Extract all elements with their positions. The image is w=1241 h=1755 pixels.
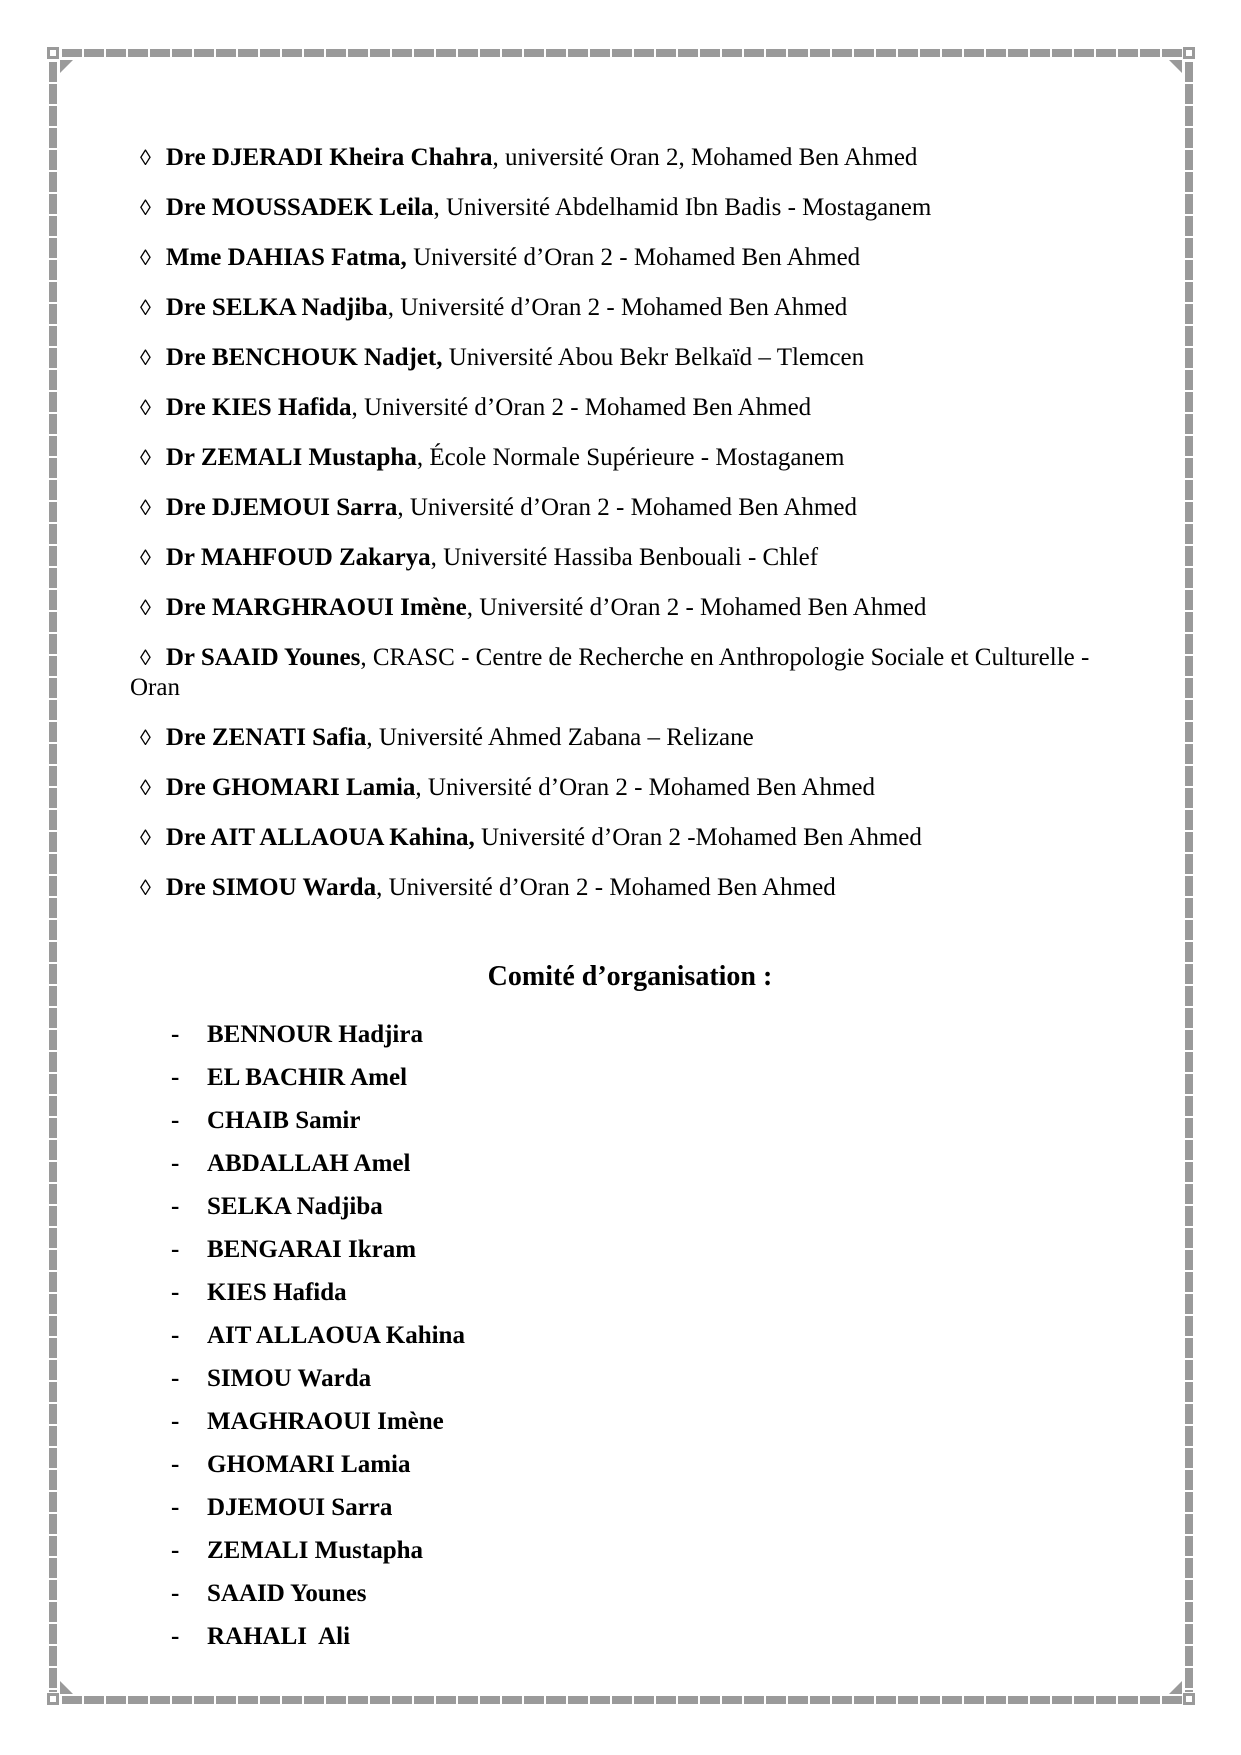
list-item bbox=[130, 1278, 1130, 1308]
member-affiliation: université Oran 2, Mohamed Ben Ahmed bbox=[505, 144, 918, 171]
list-item bbox=[130, 293, 1130, 323]
list-item bbox=[130, 1450, 1130, 1480]
diamond-bullet-icon: ◊ bbox=[140, 195, 151, 220]
dash-bullet-icon: - bbox=[171, 1623, 180, 1650]
diamond-bullet-icon: ◊ bbox=[140, 445, 151, 470]
member-affiliation: Université d’Oran 2 - Mohamed Ben Ahmed bbox=[409, 494, 857, 521]
member-affiliation: Université d’Oran 2 - Mohamed Ben Ahmed bbox=[388, 874, 836, 901]
org-member-name: BENNOUR Hadjira bbox=[207, 1021, 423, 1048]
diamond-bullet-icon: ◊ bbox=[140, 495, 151, 520]
list-item bbox=[130, 543, 1130, 573]
member-name: Dre AIT ALLAOUA Kahina, bbox=[165, 824, 475, 851]
member-affiliation: Université d’Oran 2 - Mohamed Ben Ahmed bbox=[364, 394, 812, 421]
list-item bbox=[130, 1364, 1130, 1394]
org-member-name: DJEMOUI Sarra bbox=[207, 1494, 393, 1521]
org-member-name: MAGHRAOUI Imène bbox=[207, 1408, 444, 1435]
scientific-committee-list bbox=[130, 143, 1130, 903]
list-item bbox=[130, 773, 1130, 803]
dash-bullet-icon: - bbox=[171, 1193, 180, 1220]
border-right bbox=[1185, 62, 1193, 1692]
diamond-bullet-icon: ◊ bbox=[140, 295, 151, 320]
member-separator: , bbox=[366, 724, 379, 751]
dash-bullet-icon: - bbox=[171, 1494, 180, 1521]
org-member-name: SIMOU Warda bbox=[207, 1365, 372, 1392]
diamond-bullet-icon: ◊ bbox=[140, 725, 151, 750]
dash-bullet-icon: - bbox=[171, 1107, 180, 1134]
border-corner-square-icon bbox=[1183, 1693, 1195, 1705]
diamond-bullet-icon: ◊ bbox=[140, 645, 151, 670]
member-separator: , bbox=[492, 144, 505, 171]
dash-bullet-icon: - bbox=[171, 1322, 180, 1349]
dash-bullet-icon: - bbox=[171, 1580, 180, 1607]
org-member-name: BENGARAI Ikram bbox=[207, 1236, 417, 1263]
corner-triangle-icon bbox=[1169, 1681, 1182, 1694]
list-item bbox=[130, 1063, 1130, 1093]
member-name: Dre GHOMARI Lamia bbox=[165, 774, 416, 801]
dash-bullet-icon: - bbox=[171, 1537, 180, 1564]
member-separator: , bbox=[430, 544, 444, 571]
list-item bbox=[130, 243, 1130, 273]
list-item bbox=[130, 1579, 1130, 1609]
border-corner-square-icon bbox=[1183, 47, 1195, 59]
org-member-name: RAHALI Ali bbox=[207, 1623, 351, 1650]
org-member-name: GHOMARI Lamia bbox=[207, 1451, 411, 1478]
dash-bullet-icon: - bbox=[171, 1150, 180, 1177]
member-name: Dre DJEMOUI Sarra bbox=[165, 494, 398, 521]
border-corner-square-icon bbox=[47, 47, 59, 59]
border-corner-square-icon bbox=[47, 1693, 59, 1705]
list-item bbox=[130, 1407, 1130, 1437]
member-name: Dr MAHFOUD Zakarya bbox=[165, 544, 431, 571]
member-name: Dre SIMOU Warda bbox=[165, 874, 377, 901]
border-bottom bbox=[62, 1696, 1182, 1704]
org-member-name: ZEMALI Mustapha bbox=[207, 1537, 424, 1564]
diamond-bullet-icon: ◊ bbox=[140, 875, 151, 900]
org-member-name: KIES Hafida bbox=[207, 1279, 347, 1306]
member-separator: , bbox=[397, 494, 410, 521]
list-item bbox=[130, 1493, 1130, 1523]
member-affiliation: Université Hassiba Benbouali - Chlef bbox=[443, 544, 819, 571]
list-item bbox=[130, 393, 1130, 423]
document-content bbox=[130, 143, 1130, 1665]
member-name: Dre BENCHOUK Nadjet, bbox=[165, 344, 443, 371]
member-name: Dr SAAID Younes bbox=[165, 644, 361, 671]
member-separator: , bbox=[415, 774, 428, 801]
member-name: Mme DAHIAS Fatma, bbox=[165, 244, 407, 271]
org-member-name: CHAIB Samir bbox=[207, 1107, 361, 1134]
dash-bullet-icon: - bbox=[171, 1236, 180, 1263]
diamond-bullet-icon: ◊ bbox=[140, 345, 151, 370]
dash-bullet-icon: - bbox=[171, 1451, 180, 1478]
dash-bullet-icon: - bbox=[171, 1064, 180, 1091]
member-name: Dre KIES Hafida bbox=[165, 394, 352, 421]
member-affiliation: Université d’Oran 2 - Mohamed Ben Ahmed bbox=[413, 244, 861, 271]
list-item bbox=[130, 1622, 1130, 1652]
list-item bbox=[130, 593, 1130, 623]
list-item bbox=[130, 343, 1130, 373]
org-member-name: ABDALLAH Amel bbox=[207, 1150, 411, 1177]
organization-committee-list bbox=[130, 1020, 1130, 1652]
member-name: Dre ZENATI Safia bbox=[165, 724, 367, 751]
diamond-bullet-icon: ◊ bbox=[140, 595, 151, 620]
list-item bbox=[130, 1321, 1130, 1351]
border-top bbox=[62, 49, 1182, 57]
list-item bbox=[130, 1020, 1130, 1050]
member-affiliation: Université Abou Bekr Belkaïd – Tlemcen bbox=[448, 344, 865, 371]
list-item bbox=[130, 1106, 1130, 1136]
member-separator: , bbox=[433, 194, 446, 221]
member-affiliation: CRASC - Centre de Recherche en Anthropologie Sociale et Culturelle - Oran bbox=[130, 644, 1090, 701]
dash-bullet-icon: - bbox=[171, 1279, 180, 1306]
member-separator: , bbox=[360, 644, 373, 671]
diamond-bullet-icon: ◊ bbox=[140, 395, 151, 420]
org-member-name: EL BACHIR Amel bbox=[207, 1064, 408, 1091]
org-member-name: SAAID Younes bbox=[207, 1580, 367, 1607]
member-separator: , bbox=[387, 294, 401, 321]
member-separator: , bbox=[466, 594, 480, 621]
diamond-bullet-icon: ◊ bbox=[140, 545, 151, 570]
member-name: Dre DJERADI Kheira Chahra bbox=[165, 144, 493, 171]
list-item bbox=[130, 873, 1130, 903]
list-item bbox=[130, 1149, 1130, 1179]
diamond-bullet-icon: ◊ bbox=[140, 825, 151, 850]
dash-bullet-icon: - bbox=[171, 1408, 180, 1435]
list-item bbox=[130, 1536, 1130, 1566]
list-item bbox=[130, 823, 1130, 853]
member-affiliation: École Normale Supérieure - Mostaganem bbox=[429, 444, 845, 471]
corner-triangle-icon bbox=[1169, 60, 1182, 73]
member-affiliation: Université d’Oran 2 - Mohamed Ben Ahmed bbox=[400, 294, 848, 321]
member-affiliation: Université d’Oran 2 - Mohamed Ben Ahmed bbox=[479, 594, 927, 621]
corner-triangle-icon bbox=[60, 1681, 73, 1694]
list-item bbox=[130, 493, 1130, 523]
member-name: Dr ZEMALI Mustapha bbox=[165, 444, 417, 471]
list-item bbox=[130, 443, 1130, 473]
member-name: Dre SELKA Nadjiba bbox=[165, 294, 388, 321]
member-name: Dre MARGHRAOUI Imène bbox=[165, 594, 467, 621]
list-item bbox=[130, 643, 1130, 703]
dash-bullet-icon: - bbox=[171, 1021, 180, 1048]
diamond-bullet-icon: ◊ bbox=[140, 145, 151, 170]
list-item bbox=[130, 143, 1130, 173]
member-separator: , bbox=[351, 394, 365, 421]
member-separator: , bbox=[416, 444, 430, 471]
member-affiliation: Université d’Oran 2 -Mohamed Ben Ahmed bbox=[481, 824, 922, 851]
dash-bullet-icon: - bbox=[171, 1365, 180, 1392]
border-left bbox=[49, 62, 57, 1692]
member-affiliation: Université Abdelhamid Ibn Badis - Mostaganem bbox=[445, 194, 932, 221]
member-affiliation: Université Ahmed Zabana – Relizane bbox=[378, 724, 754, 751]
member-separator: , bbox=[376, 874, 389, 901]
org-member-name: SELKA Nadjiba bbox=[207, 1193, 383, 1220]
list-item bbox=[130, 1235, 1130, 1265]
list-item bbox=[130, 723, 1130, 753]
diamond-bullet-icon: ◊ bbox=[140, 775, 151, 800]
corner-triangle-icon bbox=[60, 60, 73, 73]
list-item bbox=[130, 193, 1130, 223]
organization-committee-title: Comité d’organisation : bbox=[487, 961, 773, 992]
member-name: Dre MOUSSADEK Leila bbox=[165, 194, 434, 221]
member-affiliation: Université d’Oran 2 - Mohamed Ben Ahmed bbox=[427, 774, 876, 801]
diamond-bullet-icon: ◊ bbox=[140, 245, 151, 270]
org-member-name: AIT ALLAOUA Kahina bbox=[207, 1322, 465, 1349]
list-item bbox=[130, 1192, 1130, 1222]
